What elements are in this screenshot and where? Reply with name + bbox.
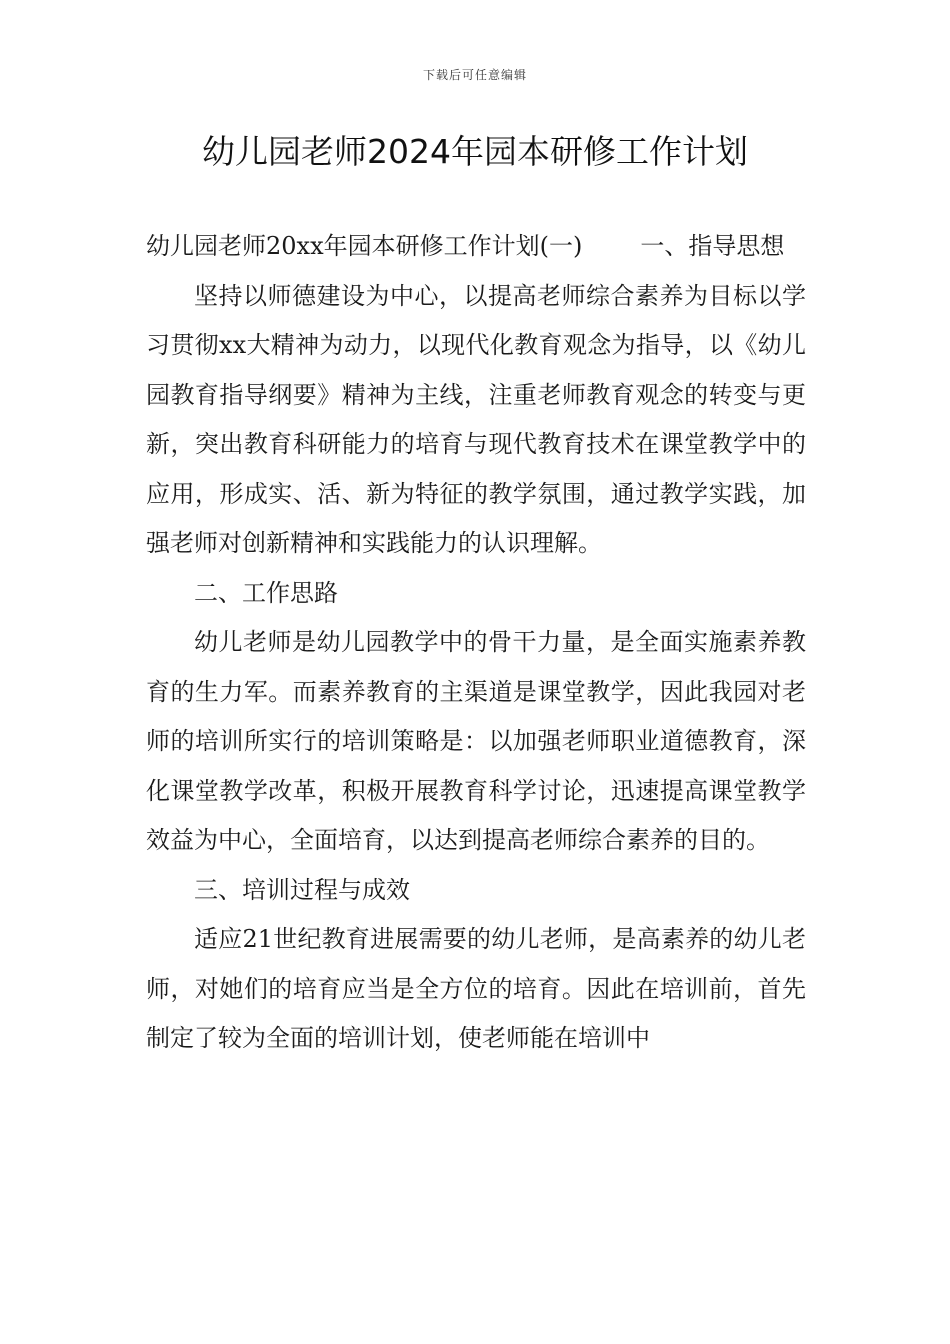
paragraph-work-ideas: 幼儿老师是幼儿园教学中的骨干力量，是全面实施素养教育的生力军。而素养教育的主渠道是课堂教学，因此我园对老师的培训所实行的培训策略是：以加强老师职业道德教育，深化课堂教学改革，积极开展教育科学讨论，迅速提高课堂教学效益为中心，全面培育，以达到提高老师综合素养的目的。 <box>146 628 806 854</box>
section-heading-3: 三、培训过程与成效 <box>194 875 410 904</box>
header-note: 下载后可任意编辑 <box>422 68 527 82</box>
document-body <box>146 222 806 1064</box>
paragraph-training-process: 适应21世纪教育进展需要的幼儿老师，是高素养的幼儿老师，对她们的培育应当是全方位的培育。因此在培训前，首先制定了较为全面的培训计划，使老师能在培训中 <box>146 925 806 1052</box>
document-title: 幼儿园老师2024年园本研修工作计划 <box>202 132 748 171</box>
section-heading-1: 一、指导思想 <box>640 232 785 260</box>
intro-subtitle: 幼儿园老师20xx年园本研修工作计划(一) <box>146 232 583 260</box>
section-heading-2: 二、工作思路 <box>194 578 338 607</box>
paragraph-guiding-thought: 坚持以师德建设为中心，以提高老师综合素养为目标以学习贯彻xx大精神为动力，以现代化教育观念为指导，以《幼儿园教育指导纲要》精神为主线，注重老师教育观念的转变与更新，突出教育科研能力的培育与现代教育技术在课堂教学中的应用，形成实、活、新为特征的教学氛围，通过教学实践，加强老师对创新精神和实践能力的认识理解。 <box>146 281 806 557</box>
intro-line <box>146 222 806 272</box>
